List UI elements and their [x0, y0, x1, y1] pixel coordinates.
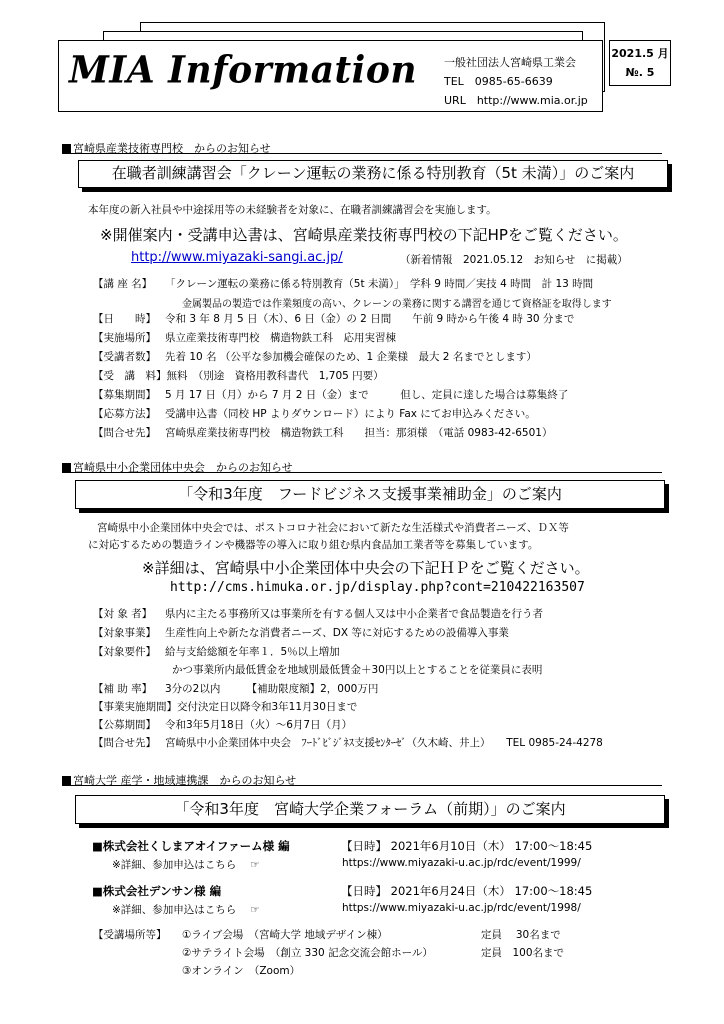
section2-intro-line2: に対応するための製造ラインや機器等の導入に取り組む県内食品加工業者等を募集しています。	[88, 539, 539, 551]
venue-label: 【受講場所等】	[93, 929, 167, 941]
section1-row: 【実施場所】 県立産業技術専門校 構造物鉄工科 応用実習棟	[93, 332, 396, 344]
section2-row: 【公募期間】 令和3年5月18日（火）～6月7日（月）	[93, 719, 353, 731]
org-tel: TEL 0985-65-6639	[444, 75, 553, 88]
event-name: ■株式会社デンサン様 編	[92, 884, 222, 898]
venue-name: ③オンライン （Zoom）	[182, 965, 301, 977]
section1-link-note: （新着情報 2021.05.12 お知らせ に掲載）	[400, 254, 628, 266]
section1-intro: 本年度の新入社員や中途採用等の未経験者を対象に、在職者訓練講習会を実施します。	[88, 204, 497, 216]
newsletter-title: MIA Information	[69, 47, 418, 93]
event-url[interactable]: https://www.miyazaki-u.ac.jp/rdc/event/1999/	[342, 857, 581, 869]
event-url[interactable]: https://www.miyazaki-u.ac.jp/rdc/event/1998/	[342, 902, 581, 914]
event-detail: ※詳細、参加申込はこちら ☞	[112, 859, 260, 871]
event-detail: ※詳細、参加申込はこちら ☞	[112, 904, 260, 916]
org-url[interactable]: URL http://www.mia.or.jp	[444, 94, 588, 107]
section3-title: 「令和3年度 宮崎大学企業フォーラム（前期）」のご案内	[174, 800, 566, 818]
section2-title-box	[75, 480, 665, 509]
event-name: ■株式会社くしまアオイファーム様 編	[92, 839, 290, 853]
square-bullet-icon	[62, 144, 71, 153]
section2-title: 「令和3年度 フードビジネス支援事業補助金」のご案内	[178, 485, 562, 503]
section1-row: 【日 時】 令和 3 年 8 月 5 日（木）、6 日（金）の 2 日間 午前 9 時から午後 4 時 30 分まで	[93, 313, 575, 325]
event-date: 【日時】 2021年6月10日（木） 17:00～18:45	[341, 839, 593, 853]
section1-row: 【受講者数】 先着 10 名 （公平な参加機会確保のため、1 企業様 最大 2 名までとします）	[93, 351, 537, 363]
issue-date: 2021.5 月	[611, 47, 669, 60]
section1-row: 【募集期間】 5 月 17 日（月）から 7 月 2 日（金）まで 但し、定員に達した場合は募集終了	[93, 389, 569, 401]
section2-row-note: かつ事業所内最低賃金を地域別最低賃金＋30円以上とすることを従業員に表明	[172, 664, 543, 676]
section2-heading: 宮崎県中小企業団体中央会 からのお知らせ	[62, 459, 293, 475]
section2-row: 【対 象 者】 県内に主たる事務所又は事業所を有する個人又は中小企業者で食品製造を行う者	[93, 608, 543, 620]
section2-notice: ※詳細は、宮崎県中小企業団体中央会の下記ＨＰをご覧ください。	[142, 559, 590, 577]
square-bullet-icon	[62, 463, 71, 472]
venue-capacity: 定員 100名まで	[481, 947, 565, 959]
org-name: 一般社団法人宮崎県工業会	[444, 56, 576, 69]
section1-row: 【講 座 名】 「クレーン運転の業務に係る特別教育（5t 未満）」 学科 9 時間／実技 4 時間 計 13 時間	[93, 278, 594, 290]
section1-title-box	[78, 160, 668, 188]
section1-title: 在職者訓練講習会「クレーン運転の業務に係る特別教育（5t 未満）」のご案内	[111, 164, 635, 182]
section2-row: 【補 助 率】 3分の2以内 【補助限度額】2，000万円	[93, 683, 379, 695]
sangi-link[interactable]: http://www.miyazaki-sangi.ac.jp/	[131, 250, 343, 265]
event-date: 【日時】 2021年6月24日（木） 17:00～18:45	[341, 884, 593, 898]
section1-row-note: 金属製品の製造では作業頻度の高い、クレーンの業務に関する講習を通じて資格証を取得します	[182, 299, 612, 310]
venue-capacity: 定員 30名まで	[481, 929, 561, 941]
himuka-url[interactable]: http://cms.himuka.or.jp/display.php?cont=210422163507	[170, 580, 585, 595]
section1-heading: 宮崎県産業技術専門校 からのお知らせ	[62, 140, 271, 156]
section1-row: 【応募方法】 受講申込書（同校 HP よりダウンロード）により Fax にてお申込みください。	[93, 408, 536, 420]
section2-row: 【対象要件】 給与支給総額を年率１．5％以上増加	[93, 646, 340, 658]
venue-name: ②サテライト会場 （創立 330 記念交流会館ホール）	[182, 947, 433, 959]
square-bullet-icon	[62, 776, 71, 785]
section1-notice: ※開催案内・受講申込書は、宮崎県産業技術専門校の下記HPをご覧ください。	[100, 226, 628, 244]
section2-row: 【事業実施期間】交付決定日以降令和3年11月30日まで	[93, 701, 358, 713]
section1-row: 【問合せ先】 宮崎県産業技術専門校 構造物鉄工科 担当：那須様 （電話 0983-42-6501）	[93, 427, 553, 439]
section3-rule	[62, 785, 662, 786]
issue-box	[609, 40, 671, 86]
header-frame	[58, 40, 603, 112]
venue-name: ①ライブ会場 （宮崎大学 地域デザイン棟）	[182, 929, 388, 941]
issue-number: №. 5	[625, 66, 655, 79]
section1-row: 【受 講 料】無料 （別途 資格用教科書代 1,705 円要）	[93, 370, 384, 382]
section1-rule	[62, 153, 662, 154]
section2-rule	[62, 472, 662, 473]
section3-title-box	[75, 795, 665, 824]
section2-row: 【問合せ先】 宮崎県中小企業団体中央会 ﾌｰﾄﾞﾋﾞｼﾞﾈｽ支援ｾﾝﾀｰｾﾞ（久木崎、井上） TEL 0985-24-4278	[93, 737, 603, 749]
org-contact	[444, 53, 588, 110]
section2-row: 【対象事業】 生産性向上や新たな消費者ニーズ、DX 等に対応するための設備導入事業	[93, 627, 509, 639]
section2-intro-line1: 宮崎県中小企業団体中央会では、ポストコロナ社会において新たな生活様式や消費者ニーズ、ＤＸ等	[97, 522, 569, 534]
section3-heading: 宮崎大学 産学・地域連携課 からのお知らせ	[62, 772, 296, 788]
